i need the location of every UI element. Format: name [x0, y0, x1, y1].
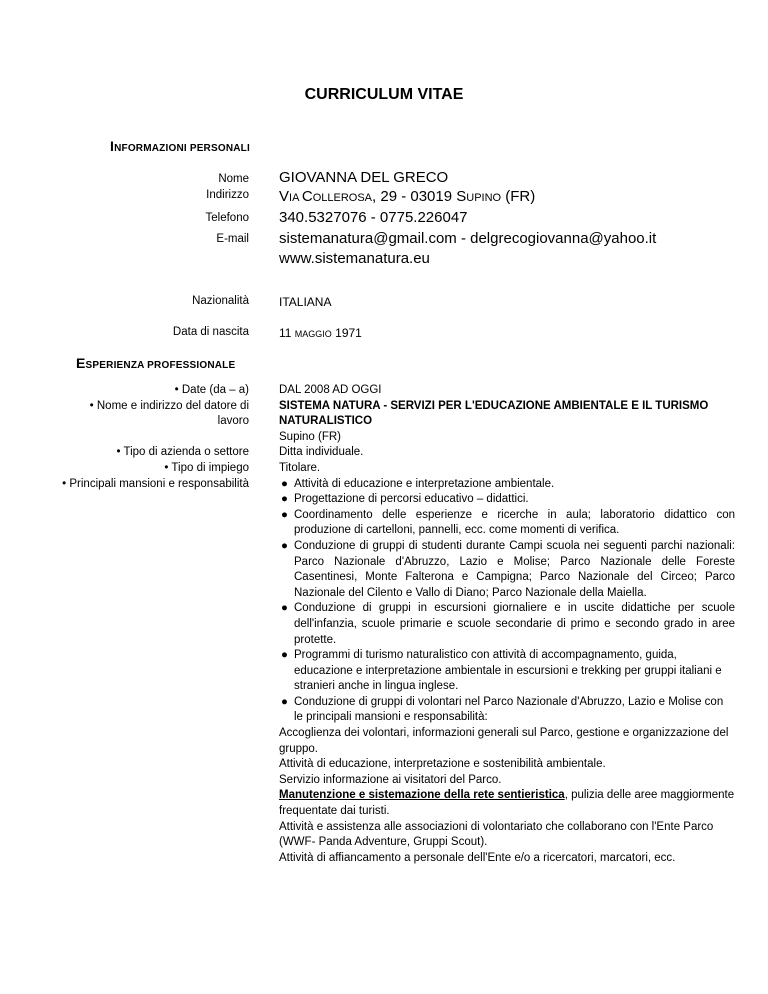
employer-value: SISTEMA NATURA - SERVIZI PER L'EDUCAZIONE AMBIENTALE E IL TURISMO NATURALISTICO	[279, 399, 709, 428]
dates-label: • Date (da – a)	[174, 384, 249, 396]
list-item: ● Coordinamento delle esperienze e ricerche in aula; laboratorio didattico con produzione di cartelloni, pannelli, ecc. come momenti di verifica.	[281, 508, 735, 537]
job-type-value: Titolare.	[279, 461, 321, 474]
sector-value: Ditta individuale.	[279, 446, 364, 459]
list-item: ● Programmi di turismo naturalistico con attività di accompagnamento, guida, educazione e interpretazione ambientale in escursioni e trekking per gruppi italiani e stranieri anche in lingua inglese.	[281, 649, 722, 693]
bullet-icon: ●	[281, 649, 288, 662]
employer-label-cont: lavoro	[217, 415, 249, 428]
phone-value: 340.5327076 - 0775.226047	[279, 209, 468, 226]
bullet-icon: ●	[281, 539, 288, 552]
bullet-icon: ●	[281, 508, 288, 521]
duty-detail: Accoglienza dei volontari, informazioni generali sul Parco, gestione e organizzazione del gruppo.	[279, 727, 729, 755]
duty-detail: Servizio informazione ai visitatori del Parco.	[279, 773, 502, 786]
duty-detail: (WWF- Panda Adventure, Gruppi Scout).	[279, 836, 488, 849]
document-title: CURRICULUM VITAE	[304, 86, 464, 103]
birth-value: 11 MAGGIO 1971	[279, 326, 362, 340]
bullet-icon: ●	[281, 602, 288, 615]
duty-detail: Attività e assistenza alle associazioni di volontariato che collaborano con l'Ente Parco	[279, 820, 714, 833]
email-label: E-mail	[216, 233, 249, 245]
address-value: VIA COLLEROSA, 29 - 03019 SUPINO (FR)	[279, 188, 536, 205]
maintenance-detail: Manutenzione e sistemazione della rete sentieristica, pulizia delle aree maggiormente frequentate dai turisti.	[279, 789, 735, 818]
email-value[interactable]: sistemanatura@gmail.com - delgrecogiovanna@yahoo.it	[279, 230, 657, 247]
list-item: ● Attività di educazione e interpretazione ambientale.	[279, 477, 735, 493]
dates-value: DAL 2008 AD OGGI	[279, 384, 382, 396]
phone-label: Telefono	[205, 212, 249, 224]
nationality-value: ITALIANA	[279, 295, 332, 309]
duties-list	[279, 477, 735, 727]
duties-label: • Principali mansioni e responsabilità	[62, 477, 249, 490]
list-item: ● Conduzione di gruppi in escursioni giornaliere e in uscite didattiche per scuole dell'infanzia, scuole primarie e scuole secondarie di primo e secondo grado in aree protette.	[281, 602, 735, 646]
experience-heading: ESPERIENZA PROFESSIONALE	[76, 355, 236, 371]
address-label: Indirizzo	[206, 189, 249, 201]
bullet-icon: ●	[281, 493, 288, 506]
job-type-label: • Tipo di impiego	[164, 461, 249, 474]
experience-content	[279, 383, 735, 866]
bullet-icon: ●	[281, 695, 288, 708]
employer-label: • Nome e indirizzo del datore di	[89, 399, 249, 412]
duty-detail: Attività di educazione, interpretazione e sostenibilità ambientale.	[279, 758, 606, 771]
location-value: Supino (FR)	[279, 430, 341, 443]
sector-label: • Tipo di azienda o settore	[116, 446, 249, 459]
name-value: GIOVANNA DEL GRECO	[279, 169, 449, 186]
birth-label: Data di nascita	[172, 326, 249, 338]
list-item: ● Conduzione di gruppi di volontari nel Parco Nazionale d'Abruzzo, Lazio e Molise con le principali mansioni e responsabilità:	[281, 695, 724, 724]
list-item: ● Conduzione di gruppi di studenti durante Campi scuola nei seguenti parchi nazionali: Parco Nazionale d'Abruzzo, Lazio e Molise; Parco Nazionale delle Foreste Casentinesi, Monte Falterona e Campigna; Parco Nazionale del Circeo; Parco Nazionale del Cilento e Vallo di Diano; Parco Nazionale della Maiella.	[281, 539, 735, 599]
nationality-label: Nazionalità	[192, 295, 249, 307]
duty-detail: Attività di affiancamento a personale dell'Ente e/o a ricercatori, marcatori, ecc.	[279, 851, 676, 864]
experience-labels	[29, 383, 249, 492]
personal-info-heading: INFORMAZIONI PERSONALI	[110, 138, 250, 154]
list-item: ● Progettazione di percorsi educativo – didattici.	[279, 492, 735, 508]
name-label: Nome	[218, 173, 249, 185]
bullet-icon: ●	[281, 477, 288, 490]
website-value[interactable]: www.sistemanatura.eu	[279, 250, 430, 267]
